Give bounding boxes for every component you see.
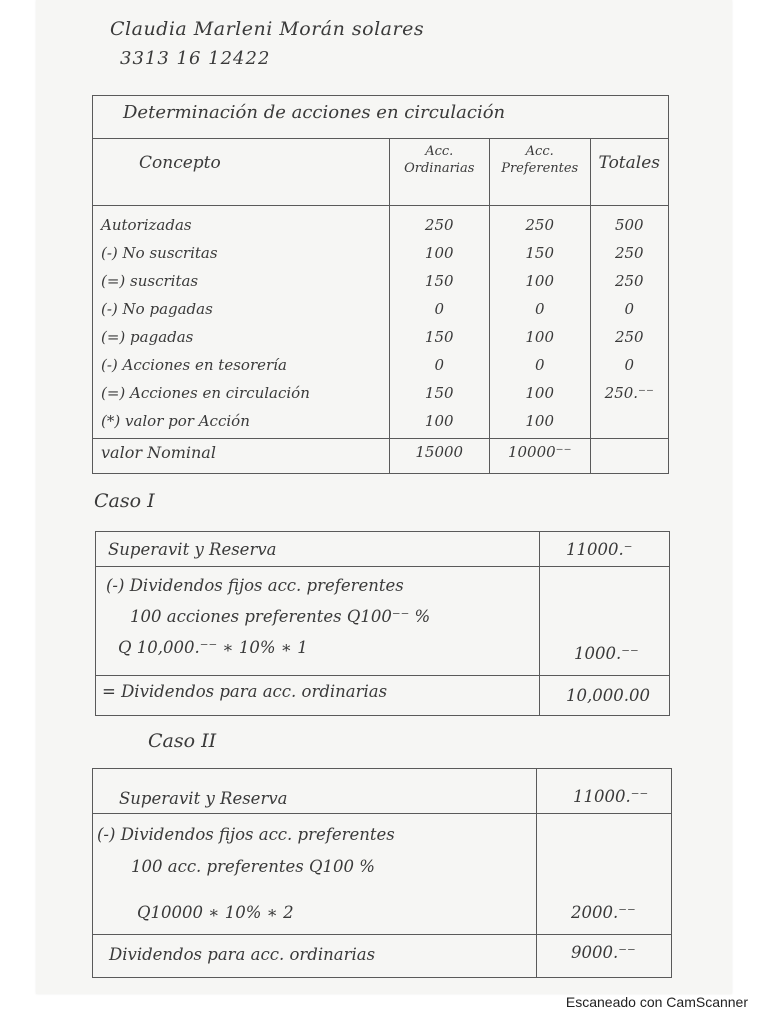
acciones-cell-concepto: (=) Acciones en circulación xyxy=(93,382,390,410)
acciones-row xyxy=(93,270,669,298)
divider xyxy=(93,813,671,814)
divider xyxy=(536,769,537,977)
acciones-cell-concepto: (=) pagadas xyxy=(93,326,390,354)
caso-2-dividendos-line3: Q10000 ∗ 10% ∗ 2 xyxy=(137,903,294,922)
caso-2-ordinarias-value: 9000.⁻⁻ xyxy=(571,943,636,962)
caso-2-superavit-value: 11000.⁻⁻ xyxy=(573,787,649,806)
acciones-cell-totales: 250 xyxy=(590,270,668,298)
acciones-row xyxy=(93,326,669,354)
acciones-row xyxy=(93,382,669,410)
student-name: Claudia Marleni Morán solares xyxy=(110,18,425,40)
valor-nominal-ord: 15000 xyxy=(389,439,489,474)
caso-2-table xyxy=(92,768,672,978)
acciones-table-title: Determinación de acciones en circulación xyxy=(93,96,669,139)
acciones-cell-totales: 250 xyxy=(590,326,668,354)
acciones-row xyxy=(93,298,669,326)
acciones-cell-ordinarias: 0 xyxy=(389,354,489,382)
divider xyxy=(93,934,671,935)
acciones-cell-ordinarias: 150 xyxy=(389,270,489,298)
acciones-cell-concepto: (*) valor por Acción xyxy=(93,410,390,439)
acciones-cell-concepto: (-) Acciones en tesorería xyxy=(93,354,390,382)
acciones-row xyxy=(93,354,669,382)
acciones-cell-concepto: Autorizadas xyxy=(93,206,390,243)
acciones-cell-preferentes: 100 xyxy=(489,410,590,439)
col-ordinarias-line2: Ordinarias xyxy=(404,161,475,176)
caso-1-dividendos-line3: Q 10,000.⁻⁻ ∗ 10% ∗ 1 xyxy=(118,638,308,657)
acciones-table xyxy=(92,95,669,474)
acciones-cell-ordinarias: 0 xyxy=(389,298,489,326)
col-preferentes-line2: Preferentes xyxy=(501,161,579,176)
caso-1-dividendos-value: 1000.⁻⁻ xyxy=(574,644,639,663)
divider xyxy=(96,566,669,567)
acciones-cell-ordinarias: 150 xyxy=(389,382,489,410)
caso-1-ordinarias-label: = Dividendos para acc. ordinarias xyxy=(102,682,388,701)
caso-2-dividendos-line2: 100 acc. preferentes Q100 % xyxy=(131,857,375,876)
caso-2-superavit-label: Superavit y Reserva xyxy=(119,789,288,808)
acciones-cell-concepto: (-) No pagadas xyxy=(93,298,390,326)
acciones-cell-preferentes: 0 xyxy=(489,354,590,382)
acciones-cell-concepto: (-) No suscritas xyxy=(93,242,390,270)
acciones-row xyxy=(93,206,669,243)
acciones-cell-totales: 250 xyxy=(590,242,668,270)
caso-1-ordinarias-value: 10,000.00 xyxy=(566,686,650,705)
acciones-cell-ordinarias: 250 xyxy=(389,206,489,243)
caso-1-superavit-label: Superavit y Reserva xyxy=(108,540,277,559)
valor-nominal-label: valor Nominal xyxy=(93,439,390,474)
caso-2-heading: Caso II xyxy=(148,730,217,752)
acciones-cell-concepto: (=) suscritas xyxy=(93,270,390,298)
acciones-row xyxy=(93,410,669,439)
valor-nominal-tot xyxy=(590,439,668,474)
caso-2-dividendos-line1: (-) Dividendos fijos acc. preferentes xyxy=(97,825,395,844)
caso-1-dividendos-line1: (-) Dividendos fijos acc. preferentes xyxy=(106,576,404,595)
acciones-cell-totales: 500 xyxy=(590,206,668,243)
col-preferentes xyxy=(489,139,590,206)
col-ordinarias xyxy=(389,139,489,206)
acciones-cell-totales: 0 xyxy=(590,354,668,382)
col-totales: Totales xyxy=(590,139,668,206)
acciones-cell-preferentes: 100 xyxy=(489,382,590,410)
acciones-cell-totales: 250.⁻⁻ xyxy=(590,382,668,410)
acciones-cell-totales: 0 xyxy=(590,298,668,326)
caso-2-dividendos-value: 2000.⁻⁻ xyxy=(571,903,636,922)
caso-2-ordinarias-label: Dividendos para acc. ordinarias xyxy=(109,945,376,964)
acciones-cell-preferentes: 250 xyxy=(489,206,590,243)
acciones-cell-preferentes: 100 xyxy=(489,326,590,354)
student-id: 3313 16 12422 xyxy=(120,48,271,69)
acciones-cell-ordinarias: 100 xyxy=(389,410,489,439)
col-preferentes-line1: Acc. xyxy=(525,144,554,159)
acciones-row xyxy=(93,242,669,270)
camscanner-footer: Escaneado con CamScanner xyxy=(565,994,748,1010)
acciones-cell-ordinarias: 100 xyxy=(389,242,489,270)
caso-1-dividendos-line2: 100 acciones preferentes Q100⁻⁻ % xyxy=(130,607,431,626)
acciones-cell-preferentes: 150 xyxy=(489,242,590,270)
divider xyxy=(96,675,669,676)
acciones-cell-totales xyxy=(590,410,668,439)
valor-nominal-pref: 10000⁻⁻ xyxy=(489,439,590,474)
acciones-cell-preferentes: 0 xyxy=(489,298,590,326)
caso-1-table xyxy=(95,531,670,716)
divider xyxy=(539,532,540,715)
acciones-cell-ordinarias: 150 xyxy=(389,326,489,354)
caso-1-superavit-value: 11000.⁻ xyxy=(566,540,633,559)
col-ordinarias-line1: Acc. xyxy=(425,144,454,159)
caso-1-heading: Caso I xyxy=(94,490,155,512)
acciones-cell-preferentes: 100 xyxy=(489,270,590,298)
col-concepto: Concepto xyxy=(93,139,390,206)
